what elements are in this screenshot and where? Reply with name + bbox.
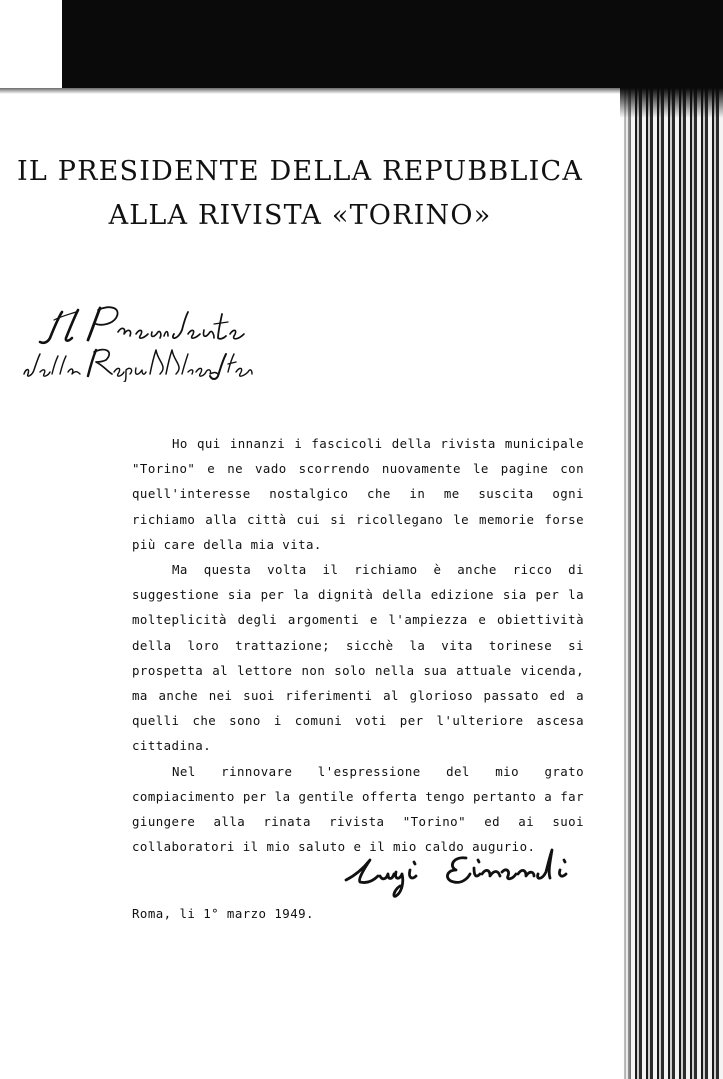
scan-background	[62, 0, 723, 92]
dateline: Roma, li 1° marzo 1949.	[132, 906, 314, 921]
letter-body	[132, 431, 584, 859]
page-top-edge	[0, 88, 640, 94]
signature-icon	[340, 846, 580, 906]
page-edges-shadow	[620, 88, 723, 118]
page-edges-fade	[620, 88, 636, 1079]
title-line-2: ALLA RIVISTA «TORINO»	[108, 200, 492, 231]
letter-paragraph-1: Ho qui innanzi i fascicoli della rivista municipale "Torino" e ne vado scorrendo nuovamente le pagine con quell'interesse nostalgico che in me suscita ogni richiamo alla città cui si ricollegano le memorie forse più care della mia vita.	[132, 436, 584, 552]
title-line-1: IL PRESIDENTE DELLA REPUBBLICA	[16, 156, 584, 187]
letter-paragraph-3: Nel rinnovare l'espressione del mio grato compiacimento per la gentile offerta tengo pertanto a far giungere alla rinata rivista "Torino" ed ai suoi collaboratori il mio saluto e il mio caldo augurio.	[132, 763, 584, 855]
letter-paragraph-2: Ma questa volta il richiamo è anche ricco di suggestione sia per la dignità della edizione sia per la molteplicità degli argomenti e l'ampiezza e obiettività della loro trattazione; sicchè la vita torinese si prospetta al lettore non solo nella sua attuale vicenda, ma anche nei suoi riferimenti al glorioso passato ed a quelli che sono i comuni voti per l'ulteriore ascesa cittadina.	[132, 562, 584, 754]
letterhead-script-icon	[18, 300, 258, 382]
presidential-letterhead	[18, 300, 258, 382]
handwritten-signature	[340, 846, 580, 906]
